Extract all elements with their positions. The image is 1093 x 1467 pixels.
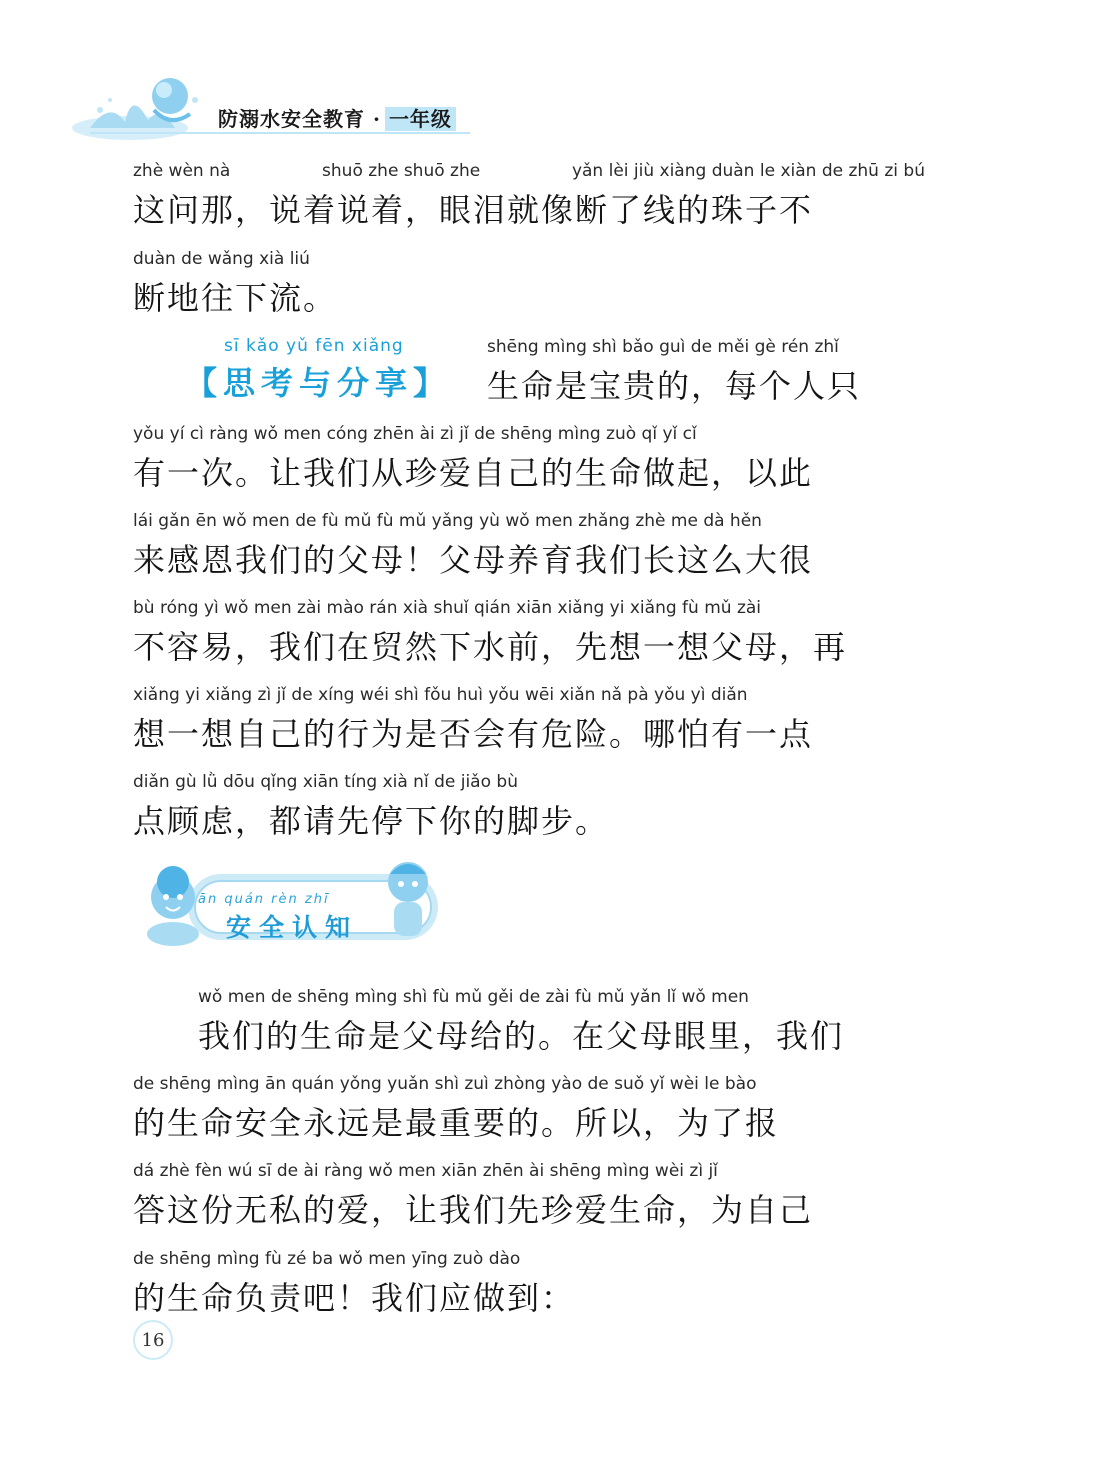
header-underline bbox=[90, 132, 470, 134]
text-line bbox=[198, 986, 925, 1058]
pinyin-row: shēng mìng shì bǎo guì de měi gè rén zhǐ bbox=[487, 337, 839, 357]
book-title-text: 防溺水安全教育 · bbox=[218, 107, 381, 131]
hanzi-row: 的生命安全永远是最重要的。所以，为了报 bbox=[133, 1104, 780, 1142]
hanzi-row: 这问那，说着说着，眼泪就像断了线的珠子不 bbox=[133, 191, 814, 229]
pinyin-row: duàn de wǎng xià liú bbox=[133, 249, 310, 269]
grade-label: 一年级 bbox=[385, 107, 456, 131]
text-line bbox=[133, 1073, 925, 1145]
pinyin-segment: zhè wèn nà bbox=[133, 161, 231, 181]
hanzi-row: 有一次。让我们从珍爱自己的生命做起，以此 bbox=[133, 454, 814, 492]
hanzi-row: 生命是宝贵的，每个人只 bbox=[487, 367, 862, 405]
text-line bbox=[133, 160, 925, 232]
pinyin-segment: shuō zhe shuō zhe bbox=[322, 161, 481, 181]
hanzi-row: 断地往下流。 bbox=[133, 279, 338, 317]
child-right-icon bbox=[368, 852, 448, 952]
book-title bbox=[218, 103, 456, 132]
think-share-pinyin: sī kǎo yǔ fēn xiǎng bbox=[224, 336, 404, 356]
text-line bbox=[133, 248, 925, 320]
section-badge bbox=[128, 852, 448, 952]
pinyin-row: dá zhè fèn wú sī de ài ràng wǒ men xiān zhēn ài shēng mìng wèi zì jǐ bbox=[133, 1161, 718, 1181]
hanzi-row: 答这份无私的爱，让我们先珍爱生命，为自己 bbox=[133, 1191, 814, 1229]
text-line bbox=[133, 510, 925, 582]
text-line bbox=[133, 1160, 925, 1232]
hanzi-row: 我们的生命是父母给的。在父母眼里，我们 bbox=[198, 1017, 845, 1055]
hanzi-row: 不容易，我们在贸然下水前，先想一想父母，再 bbox=[133, 628, 848, 666]
text-line bbox=[133, 1248, 925, 1320]
pinyin-row: wǒ men de shēng mìng shì fù mǔ gěi de zài fù mǔ yǎn lǐ wǒ men bbox=[198, 987, 749, 1007]
hanzi-row: 的生命负责吧！我们应做到： bbox=[133, 1279, 576, 1317]
text-line bbox=[487, 336, 925, 408]
pinyin-row: lái gǎn ēn wǒ men de fù mǔ fù mǔ yǎng yù wǒ men zhǎng zhè me dà hěn bbox=[133, 511, 762, 531]
badge-pinyin: ān quán rèn zhī bbox=[198, 892, 330, 907]
pinyin-row: de shēng mìng fù zé ba wǒ men yīng zuò dào bbox=[133, 1249, 521, 1269]
text-line bbox=[133, 771, 925, 843]
pinyin-row bbox=[133, 160, 925, 182]
pinyin-row: yǒu yí cì ràng wǒ men cóng zhēn ài zì jǐ de shēng mìng zuò qǐ yǐ cǐ bbox=[133, 424, 697, 444]
text-line bbox=[133, 597, 925, 669]
pinyin-segment: yǎn lèi jiù xiàng duàn le xiàn de zhū zi bú bbox=[571, 161, 925, 181]
page-header bbox=[70, 70, 490, 155]
pinyin-row: xiǎng yi xiǎng zì jǐ de xíng wéi shì fǒu huì yǒu wēi xiǎn nǎ pà yǒu yì diǎn bbox=[133, 685, 748, 705]
text-line bbox=[133, 684, 925, 756]
think-share-heading: 【思考与分享】 bbox=[185, 364, 452, 402]
hanzi-row: 点顾虑，都请先停下你的脚步。 bbox=[133, 802, 610, 840]
badge-title: 安全认知 bbox=[226, 913, 359, 942]
pinyin-row: de shēng mìng ān quán yǒng yuǎn shì zuì zhòng yào de suǒ yǐ wèi le bào bbox=[133, 1074, 757, 1094]
page-number: 16 bbox=[133, 1320, 173, 1360]
pinyin-row: diǎn gù lǜ dōu qǐng xiān tíng xià nǐ de jiǎo bù bbox=[133, 772, 518, 792]
pinyin-row: bù róng yì wǒ men zài mào rán xià shuǐ qián xiān xiǎng yi xiǎng fù mǔ zài bbox=[133, 598, 762, 618]
hanzi-row: 想一想自己的行为是否会有危险。哪怕有一点 bbox=[133, 715, 814, 753]
hanzi-row: 来感恩我们的父母！父母养育我们长这么大很 bbox=[133, 541, 814, 579]
text-line bbox=[133, 423, 925, 495]
